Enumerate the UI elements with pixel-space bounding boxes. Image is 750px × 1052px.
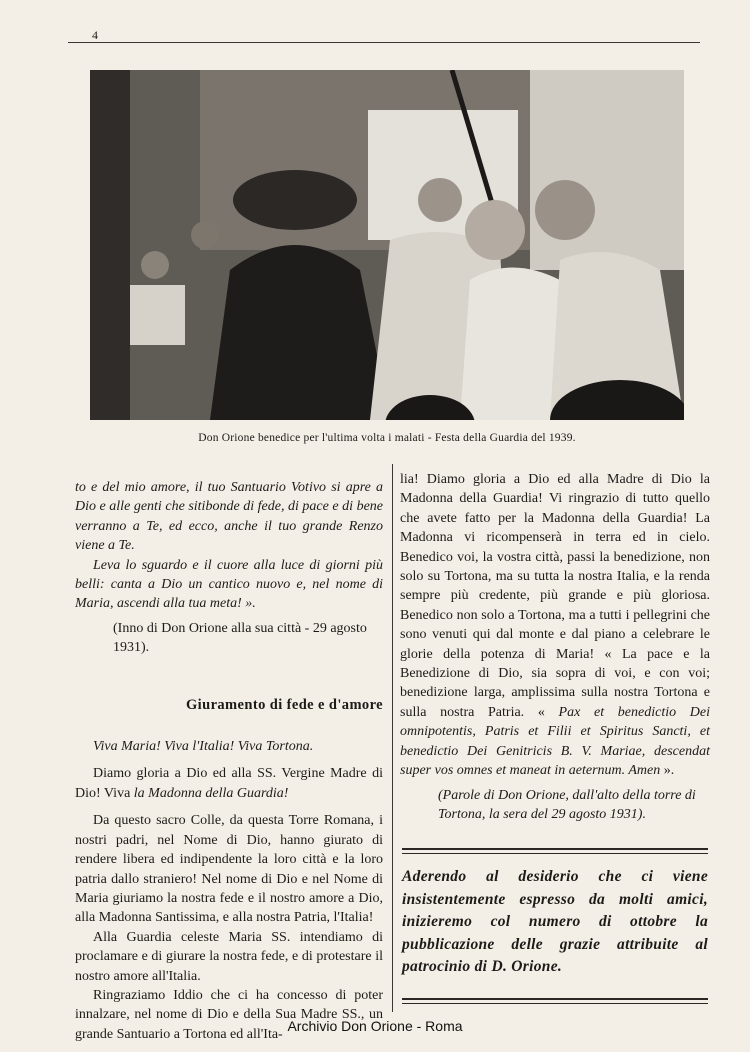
photograph-icon — [90, 70, 684, 420]
archive-footer: Archivio Don Orione - Roma — [287, 1018, 463, 1034]
body-paragraph — [400, 470, 710, 781]
notice-top-rule — [402, 848, 708, 854]
body-text-italic: la Madonna della Guardia! — [133, 785, 289, 801]
page-number: 4 — [92, 28, 98, 42]
acclamation: Viva Maria! Viva l'Italia! Viva Tortona. — [93, 739, 314, 755]
column-divider — [392, 464, 393, 1012]
body-paragraph: Ringraziamo Iddio che ci ha concesso di poter innalzare, nel nome di Dio e della Sua Madre SS., un grande Santuario a Tortona ed all'Ita- — [75, 987, 383, 1042]
body-paragraph — [75, 764, 383, 803]
citation: (Parole di Don Orione, dall'alto della torre di Tortona, la sera del 29 agosto 1931). — [438, 787, 696, 822]
body-text: ». — [660, 763, 675, 779]
section-heading: Giuramento di fede e d'amore — [186, 696, 383, 713]
body-paragraph: Alla Guardia celeste Maria SS. intendiamo di proclamare e di giurare la nostra fede, e di protestare il nostro amore all'Italia. — [75, 929, 383, 984]
citation: (Inno di Don Orione alla sua città - 29 agosto 1931). — [113, 620, 367, 656]
left-column — [75, 478, 383, 1044]
notice-bottom-rule — [402, 998, 708, 1004]
header-rule — [68, 42, 700, 43]
poem-paragraph: Leva lo sguardo e il cuore alla luce di giorni più belli: canta a Dio un cantico nuovo e, nel nome di Maria, ascendi alla tua meta! ». — [75, 557, 383, 612]
photo-caption: Don Orione benedice per l'ultima volta i malati - Festa della Guardia del 1939. — [198, 432, 576, 444]
body-text: lia! Diamo gloria a Dio ed alla Madre di Dio la Madonna della Guardia! Vi ringrazio di tutto quello che avete fatto per la Madonna della Guardia! La Madonna vi ricompenserà in terra ed in cielo. Benedico voi, la vostra città, passi la benedizione, non solo su Tortona, ma su tutta la nostra Italia, e la renda sempre più credente, più grande e più gloriosa. Benedico non solo a Tortona, ma a tutti i pellegrini che sono venuti qui dal monte e dal piano a celebrare le glorie della potenza di Maria! « La pace e la Benedizione di Dio, sia sopra di voi, e con voi; benedizione larga, amplissima sulla nostra Tortona e sulla nostra Patria. « — [400, 472, 710, 720]
latin-blessing: Pax et benedictio Dei omnipotentis, Patris et Filii et Spiritus Sancti, et benedictio Dei Genitricis B. V. Mariae, descendat super vos omnes et maneat in aeternum. Amen — [400, 704, 710, 779]
photograph — [90, 70, 684, 420]
body-paragraph: Da questo sacro Colle, da questa Torre Romana, i nostri padri, nel Nome di Dio, hanno giurato di rendere libera ed indipendente la loro città e la loro patria dallo straniero! Nel nome di Dio e nel Nome di Maria giuriamo la nostra fede e il nostro amore a Dio, alla Madonna Santissima, e alla nostra Patria, l'Italia! — [75, 813, 383, 926]
body-text: Diamo gloria a Dio ed alla SS. Vergine Madre di Dio! Viva — [75, 766, 383, 801]
poem-paragraph: to e del mio amore, il tuo Santuario Votivo si apre a Dio e alle genti che sitibonde di fede, di pace e di bene verranno a Te, ed ecco, anche il tuo grande Renzo viene a Te. — [75, 480, 383, 554]
notice-text: Aderendo al desiderio che ci viene insistentemente espresso da molti amici, inizieremo col numero di ottobre la pubblicazione delle grazie attribuite al patrocinio di D. Orione. — [402, 868, 708, 976]
right-column — [400, 470, 710, 824]
